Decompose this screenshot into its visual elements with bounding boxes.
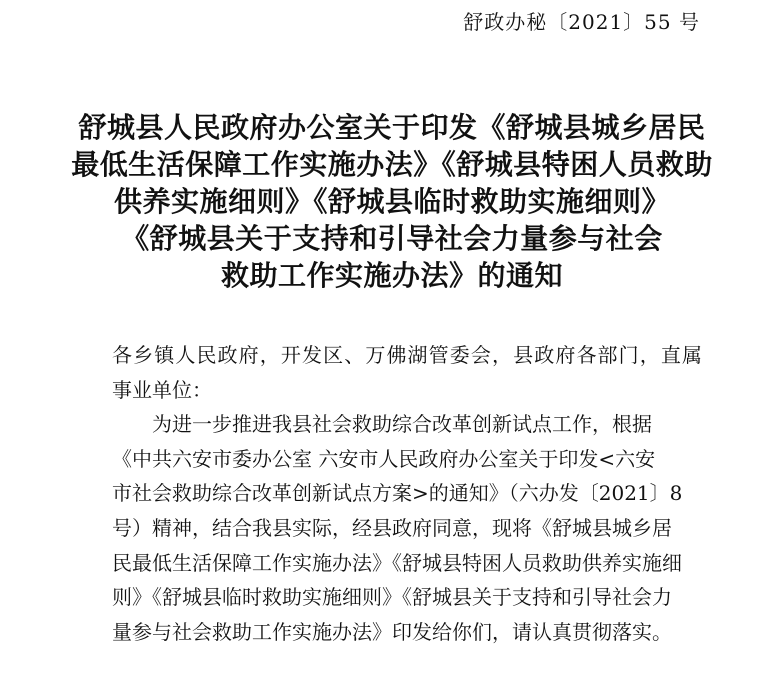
title-line: 舒城县人民政府办公室关于印发《舒城县城乡居民 xyxy=(78,111,706,144)
addressee-line: 各乡镇人民政府，开发区、万佛湖管委会，县政府各部门，直属 xyxy=(112,343,702,367)
paragraph-line: 市社会救助综合改革创新试点方案>的通知》（六办发〔2021〕8 xyxy=(112,481,683,506)
document-number: 舒政办秘〔2021〕55 号 xyxy=(463,10,700,34)
paragraph-line: 为进一步推进我县社会救助综合改革创新试点工作，根据 xyxy=(152,412,652,437)
title-line: 救助工作实施办法》的通知 xyxy=(220,259,563,292)
title-line: 最低生活保障工作实施办法》《舒城县特困人员救助 xyxy=(71,148,713,181)
title-line: 《舒城县关于支持和引导社会力量参与社会 xyxy=(121,222,663,255)
paragraph-line: 量参与社会救助工作实施办法》印发给你们，请认真贯彻落实。 xyxy=(112,619,672,644)
title-line: 供养实施细则》《舒城县临时救助实施细则》 xyxy=(113,185,670,218)
paragraph-line: 民最低生活保障工作实施办法》《舒城县特困人员救助供养实施细 xyxy=(112,550,682,575)
document-title xyxy=(0,109,784,294)
paragraph-line: 《中共六安市委办公室 六安市人民政府办公室关于印发<六安 xyxy=(112,446,656,471)
paragraph-line: 号）精神，结合我县实际，经县政府同意，现将《舒城县城乡居 xyxy=(112,515,672,540)
document-body xyxy=(112,338,702,649)
addressee-line: 事业单位： xyxy=(112,377,212,402)
paragraph-line: 则》《舒城县临时救助实施细则》《舒城县关于支持和引导社会力 xyxy=(112,585,672,610)
